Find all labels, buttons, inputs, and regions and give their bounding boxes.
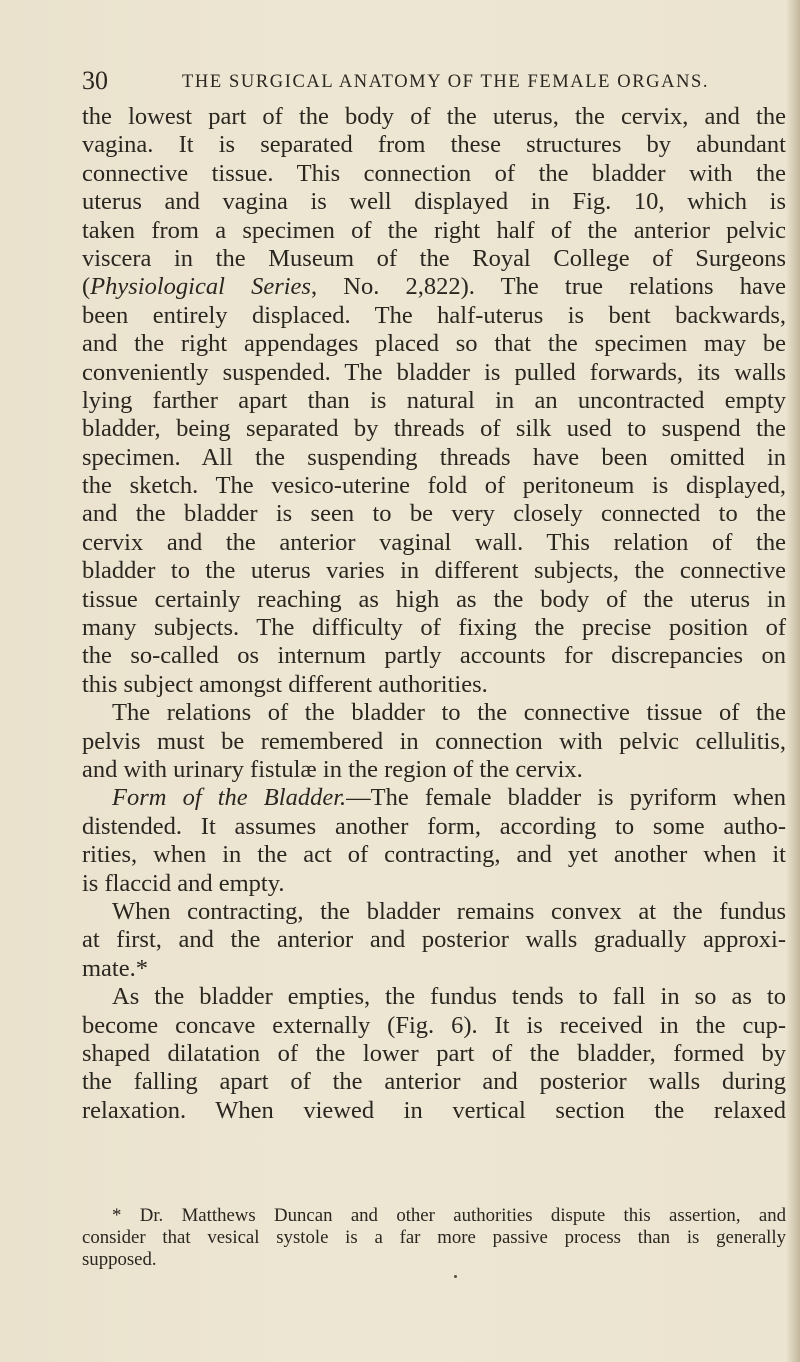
text-line: the lowest part of the body of the uterus, the cervix, and the (82, 103, 786, 130)
text-line: specimen. All the suspending threads have been omitted in (82, 443, 786, 471)
text-line: lying farther apart than is natural in an uncontracted empty (82, 386, 786, 414)
text-line: —The female bladder is pyriform when (346, 784, 786, 812)
text-line: and the bladder is seen to be very closely connected to the (82, 500, 786, 528)
print-speck (454, 1275, 457, 1278)
text-line: become concave externally (Fig. 6). It is received in the cup- (82, 1011, 786, 1039)
text-line: connective tissue. This connection of the bladder with the (82, 159, 786, 187)
footnote-line: * Dr. Matthews Duncan and other authorities dispute this assertion, and (112, 1205, 786, 1226)
text-line: is flaccid and empty. (82, 869, 285, 897)
text-line: cervix and the anterior vaginal wall. This relation of the (82, 528, 786, 556)
section-heading-line (82, 784, 786, 812)
text-line: the sketch. The vesico-uterine fold of peritoneum is displayed, (82, 472, 786, 500)
text-line: uterus and vagina is well displayed in Fig. 10, which is (82, 188, 786, 216)
section-heading: Form of the Bladder. (112, 784, 347, 812)
text-line: tissue certainly reaching as high as the body of the uterus in (82, 585, 786, 613)
series-title: Physiological Series (90, 273, 311, 301)
text-line: bladder to the uterus varies in different subjects, the connective (82, 557, 786, 585)
text-line: the falling apart of the anterior and posterior walls during (82, 1068, 786, 1096)
text-line: rities, when in the act of contracting, and yet another when it (82, 841, 786, 869)
page-number: 30 (82, 66, 108, 95)
text-line: been entirely displaced. The half-uterus is bent backwards, (82, 301, 786, 329)
text-line: As the bladder empties, the fundus tends to fall in so as to (112, 983, 786, 1011)
text-line: The relations of the bladder to the connective tissue of the (112, 699, 786, 727)
footnote (82, 1205, 786, 1272)
text-line: mate.* (82, 954, 148, 982)
text-line: relaxation. When viewed in vertical section the relaxed (82, 1096, 786, 1124)
text-line: at first, and the anterior and posterior walls gradually approxi- (82, 926, 786, 954)
page-edge-shadow (786, 0, 800, 1362)
text-line: When contracting, the bladder remains convex at the fundus (112, 897, 786, 925)
text-line: and with urinary fistulæ in the region of the cervix. (82, 755, 583, 783)
footnote-line: consider that vesical systole is a far more passive process than is generally (82, 1227, 786, 1249)
text-line: distended. It assumes another form, according to some autho- (82, 812, 786, 840)
text-line: (Physiological Series, No. 2,822). The true relations have (82, 273, 786, 301)
text-line: this subject amongst different authorities. (82, 670, 488, 698)
text-line: pelvis must be remembered in connection with pelvic cellulitis, (82, 727, 786, 755)
text-line: conveniently suspended. The bladder is pulled forwards, its walls (82, 358, 786, 386)
page-header (82, 66, 782, 96)
body-text (82, 103, 786, 1125)
text-line: the so-called os internum partly accounts for discrepancies on (82, 642, 786, 670)
text-line: viscera in the Museum of the Royal College of Surgeons (82, 244, 786, 272)
text-line: and the right appendages placed so that the specimen may be (82, 330, 786, 358)
text-line: vagina. It is separated from these structures by abundant (82, 131, 786, 159)
running-head: THE SURGICAL ANATOMY OF THE FEMALE ORGANS. (182, 72, 710, 92)
text-line: shaped dilatation of the lower part of the bladder, formed by (82, 1039, 786, 1067)
text-line: taken from a specimen of the right half of the anterior pelvic (82, 216, 786, 244)
footnote-line: supposed. (82, 1249, 157, 1271)
text-line: many subjects. The difficulty of fixing the precise position of (82, 614, 786, 642)
text-line: bladder, being separated by threads of silk used to suspend the (82, 415, 786, 443)
